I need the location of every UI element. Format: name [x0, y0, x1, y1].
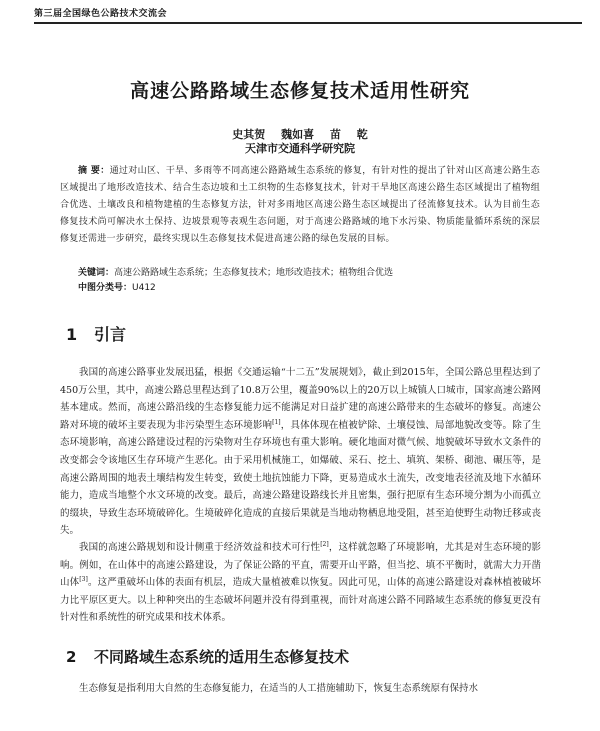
- paragraph-text: ，这样就忽略了环境影响，尤其是对生态环境的影响。例如，在山体中的高速公路建设，为了保证公路的平直，需要开山平路，但当挖、填不平衡时，就需大力开凿山体: [60, 542, 541, 589]
- keywords-text: 高速公路路域生态系统；生态修复技术；地形改造技术；植物组合优选: [114, 268, 394, 278]
- keywords-label: 关键词：: [78, 268, 115, 278]
- paragraph-text: 。这严重破坏山体的表面有机层，造成大量植被难以恢复。因此可见，山体的高速公路建设对森林植被破坏力比平原区更大。以上种种突出的生态破坏问题并没有得到重视，而针对高速公路不同路域生态系统的修复更没有针对性和系统性的研究成果和技术体系。: [60, 577, 541, 624]
- classification-code: U412: [132, 283, 156, 293]
- keywords: [78, 266, 548, 280]
- citation-2: [2]: [320, 540, 329, 548]
- abstract-text: 通过对山区、干旱、多雨等不同高速公路路域生态系统的修复，有针对性的提出了针对山区高速公路生态区域提出了地形改造技术、结合生态边坡和土工织物的生态修复技术，针对干旱地区高速公路生态区域提出了植物组合优选、土壤改良和植物建植的生态修复方法，针对多雨地区高速公路生态区域提出了径流修复技术。认为目前生态修复技术尚可解决水土保持、边坡景观等表观生态问题，对于高速公路路域的地下水污染、物质能量循环系统的深层修复还需进一步研究，最终实现以生态修复技术促进高速公路的绿色发展的目标。: [60, 166, 540, 244]
- section-2-paragraph-1: 生态修复是指利用大自然的生态修复能力，在适当的人工措施辅助下，恢复生态系统原有保持水: [79, 683, 479, 694]
- section-1-paragraph-1: [60, 364, 541, 540]
- section-1-number: 1: [66, 325, 78, 344]
- classification-number: [78, 281, 378, 295]
- section-1-title: 引言: [94, 325, 127, 344]
- paper-title: 高速公路路域生态修复技术适用性研究: [129, 80, 470, 102]
- section-2-title: 不同路域生态系统的适用生态修复技术: [94, 648, 350, 666]
- conference-header: 第三届全国绿色公路技术交流会: [34, 6, 582, 24]
- section-1-heading: [66, 322, 126, 345]
- paper-affiliation: 天津市交通科学研究院: [245, 142, 355, 155]
- section-2-number: 2: [66, 648, 77, 666]
- paragraph-text: 我国的高速公路事业发展迅猛，根据《交通运输“十二五”发展规划》，截止到2015年，全国公路总里程达到了450万公里，其中，高速公路总里程达到了10.8万公里，覆盖90%以上的20万以上城镇人口城市，国家高速公路网基本建成。然而，高速公路沿线的生态修复能力远不能满足对日益扩建的高速公路带来的生态破坏的修复。高速公路对环境的破坏主要表现为非污染型生态环境影响: [60, 367, 541, 431]
- section-2-heading: [66, 646, 349, 667]
- paragraph-text: ，具体体现在植被铲除、土壤侵蚀、局部地貌改变等。除了生态环境影响，高速公路建设过程的污染物对生存环境也有重大影响。硬化地面对微气候、地貌破坏导致水文条件的改变都会令该地区生存环境产生恶化。由于采用机械施工，如爆破、采石、挖土、填筑、架桥、砌池、碾压等，是高速公路周围的地表土壤结构发生转变，致使土地抗蚀能力下降，更易造成水土流失，改变地表径流及地下水循环能力，造成当地整个水文环境的改变。最后，高速公路建设路线长并且密集，强行把原有生态环境分割为小而孤立的缀块，导致生态环境破碎化。生境破碎化造成的直接后果就是当地动物栖息地受阻，甚至迫使野生动物迁移或丧失。: [60, 419, 541, 537]
- abstract-label: 摘 要：: [78, 166, 110, 176]
- citation-1: [1]: [272, 418, 281, 426]
- paragraph-text: 我国的高速公路规划和设计侧重于经济效益和技术可行性: [79, 542, 321, 553]
- paper-authors: 史其贺 魏如喜 苗 乾: [232, 128, 368, 141]
- citation-3: [3]: [79, 576, 88, 584]
- classification-label: 中图分类号：: [78, 283, 133, 293]
- section-1-paragraph-2: [60, 539, 541, 627]
- abstract: [60, 163, 540, 248]
